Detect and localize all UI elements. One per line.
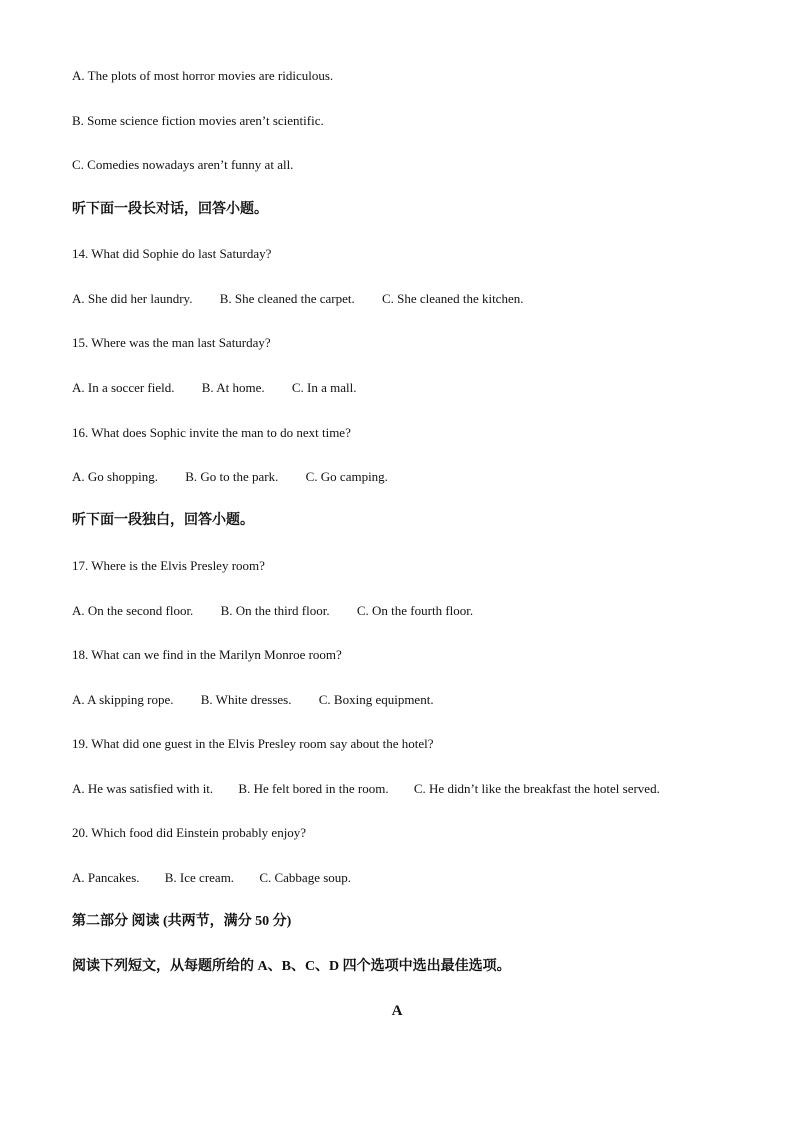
option-a: A. Go shopping. xyxy=(72,469,158,484)
option-b: B. White dresses. xyxy=(200,692,292,707)
option-c: C. She cleaned the kitchen. xyxy=(381,291,524,306)
part-two-heading: 第二部分 阅读 (共两节，满分 50 分) xyxy=(72,914,292,929)
question-15-options xyxy=(72,380,357,396)
section-heading-long-dialogue: 听下面一段长对话，回答小题。 xyxy=(72,202,268,217)
option-line-c: C. Comedies nowadays aren’t funny at all. xyxy=(72,157,294,172)
option-b: B. He felt bored in the room. xyxy=(238,781,389,796)
option-b: B. Go to the park. xyxy=(185,469,279,484)
option-a: A. She did her laundry. xyxy=(72,291,193,306)
question-19-options xyxy=(72,781,660,797)
option-b: B. She cleaned the carpet. xyxy=(219,291,355,306)
option-a: A. A skipping rope. xyxy=(72,692,174,707)
option-c: C. Boxing equipment. xyxy=(318,692,434,707)
option-b: B. At home. xyxy=(201,380,265,395)
option-c: C. Go camping. xyxy=(305,469,388,484)
passage-label-a: A xyxy=(391,1003,403,1019)
question-18: 18. What can we find in the Marilyn Monroe room? xyxy=(72,647,342,662)
option-c: C. Cabbage soup. xyxy=(259,870,352,885)
section-heading-monologue: 听下面一段独白，回答小题。 xyxy=(72,513,254,528)
option-c: C. On the fourth floor. xyxy=(356,603,474,618)
option-a: A. Pancakes. xyxy=(72,870,140,885)
question-14: 14. What did Sophie do last Saturday? xyxy=(72,246,272,261)
question-16-options xyxy=(72,469,388,485)
question-18-options xyxy=(72,692,434,708)
question-19: 19. What did one guest in the Elvis Presley room say about the hotel? xyxy=(72,736,434,751)
question-17: 17. Where is the Elvis Presley room? xyxy=(72,558,265,573)
option-c: C. In a mall. xyxy=(291,380,357,395)
option-a: A. He was satisfied with it. xyxy=(72,781,214,796)
option-a: A. On the second floor. xyxy=(72,603,194,618)
question-14-options xyxy=(72,291,523,307)
option-a: A. In a soccer field. xyxy=(72,380,175,395)
question-20: 20. Which food did Einstein probably enjoy? xyxy=(72,825,307,840)
option-line-b: B. Some science fiction movies aren’t scientific. xyxy=(72,113,324,128)
option-b: B. Ice cream. xyxy=(164,870,235,885)
question-15: 15. Where was the man last Saturday? xyxy=(72,335,271,350)
reading-instructions: 阅读下列短文，从每题所给的 A、B、C、D 四个选项中选出最佳选项。 xyxy=(72,959,511,974)
option-b: B. On the third floor. xyxy=(220,603,330,618)
question-16: 16. What does Sophic invite the man to do next time? xyxy=(72,425,351,440)
option-c: C. He didn’t like the breakfast the hotel served. xyxy=(413,781,660,796)
question-20-options xyxy=(72,870,351,886)
option-line-a: A. The plots of most horror movies are ridiculous. xyxy=(72,68,334,83)
question-17-options xyxy=(72,603,473,619)
